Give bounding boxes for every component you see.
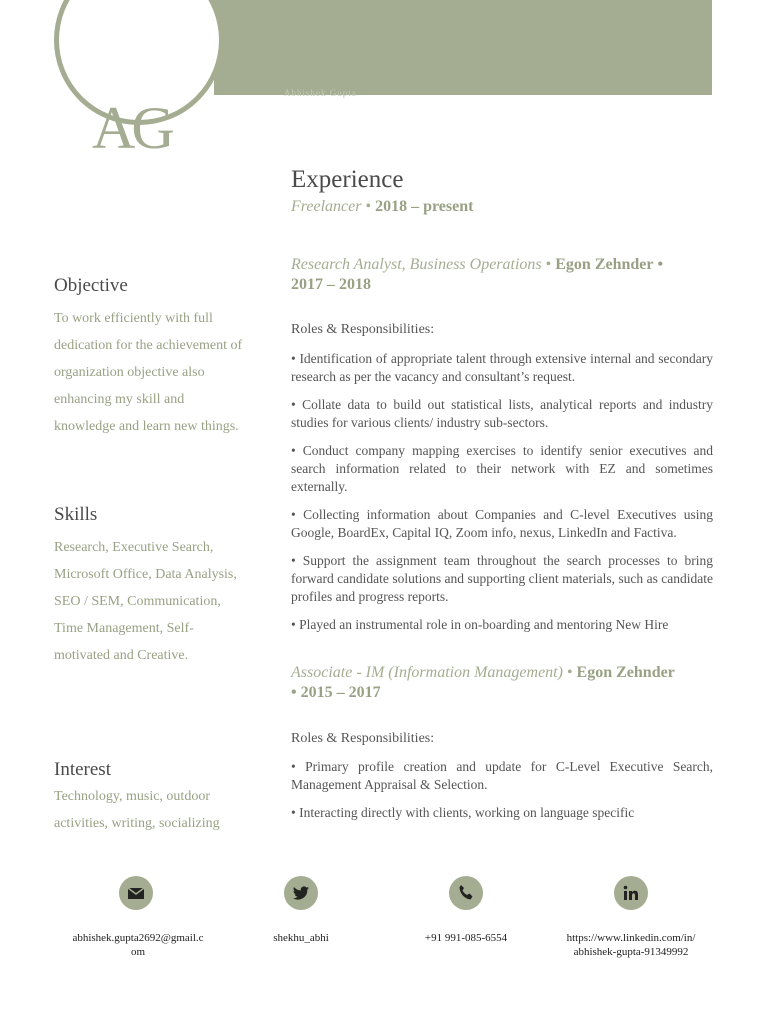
linkedin-icon[interactable] [614,876,648,910]
freelancer-line [291,197,713,217]
header-bar [214,0,712,98]
roles-label: Roles & Responsibilities: [291,731,435,746]
twitter-text[interactable]: shekhu_abhi [273,932,329,944]
header-name: Abhishek Gupta [284,88,357,98]
job-role: Associate - IM (Information Management) [291,664,563,681]
list-item: • Interacting directly with clients, working on language specific [291,805,635,820]
freelancer-role: Freelancer [291,198,362,215]
freelancer-dates: 2018 – present [375,198,474,215]
job-company: Egon Zehnder [576,664,675,681]
objective-text: To work efficiently with full dedication for the achievement of organization objective also enhancing my skill and knowledge and learn new things. [54,311,243,434]
list-item: • Primary profile creation and update for C-Level Executive Search, Management Appraisal & Selection. [291,759,713,792]
list-item: • Played an instrumental role in on-boarding and mentoring New Hire [291,617,669,632]
job-dates: 2017 – 2018 [291,276,371,293]
job-heading: Research Analyst, Business Operations • Egon Zehnder • 2017 – 2018 [291,256,664,293]
separator: • [361,198,376,215]
roles-label: Roles & Responsibilities: [291,322,435,337]
interest-text: Technology, music, outdoor activities, writing, socializing [54,789,220,831]
monogram: AG [92,95,171,161]
list-item: • Support the assignment team throughout the search processes to bring forward candidate solutions and supporting client materials, such as candidate profiles and progress reports. [291,553,713,604]
list-item: • Collecting information about Companies and C-level Executives using Google, BoardEx, Capital IQ, Zoom info, nexus, LinkedIn and Factiva. [291,507,713,540]
bullet-list [291,758,713,832]
interest-title: Interest [54,759,111,780]
skills-title: Skills [54,504,98,525]
phone-text[interactable]: +91 991-085-6554 [424,932,508,944]
list-item: • Identification of appropriate talent through extensive internal and secondary research as per the vacancy and consultant’s request. [291,351,713,384]
twitter-icon[interactable] [284,876,318,910]
skills-text: Research, Executive Search, Microsoft Office, Data Analysis, SEO / SEM, Communication, Time Management, Self-motivated and Creative. [54,540,237,663]
objective-section [54,275,244,440]
phone-icon[interactable] [449,876,483,910]
email-icon[interactable] [119,876,153,910]
objective-title: Objective [54,275,128,296]
email-text[interactable]: abhishek.gupta2692@gmail.c om [72,932,204,958]
list-item: • Collate data to build out statistical lists, analytical reports and industry studies for various clients/ industry sub-sectors. [291,397,713,430]
bullet-list [291,350,713,644]
experience-title: Experience [291,166,404,193]
interest-section [54,759,244,837]
linkedin-text[interactable]: https://www.linkedin.com/in/ abhishek-gupta-91349992 [566,932,696,958]
skills-section [54,504,244,669]
list-item: • Conduct company mapping exercises to identify senior executives and search information related to their network with EZ and sometimes externally. [291,443,713,494]
job-dates: 2015 – 2017 [300,684,381,701]
job-heading: Associate - IM (Information Management) • Egon Zehnder • 2015 – 2017 [291,664,675,701]
job-company: Egon Zehnder [555,256,654,273]
job-role: Research Analyst, Business Operations [291,256,542,273]
